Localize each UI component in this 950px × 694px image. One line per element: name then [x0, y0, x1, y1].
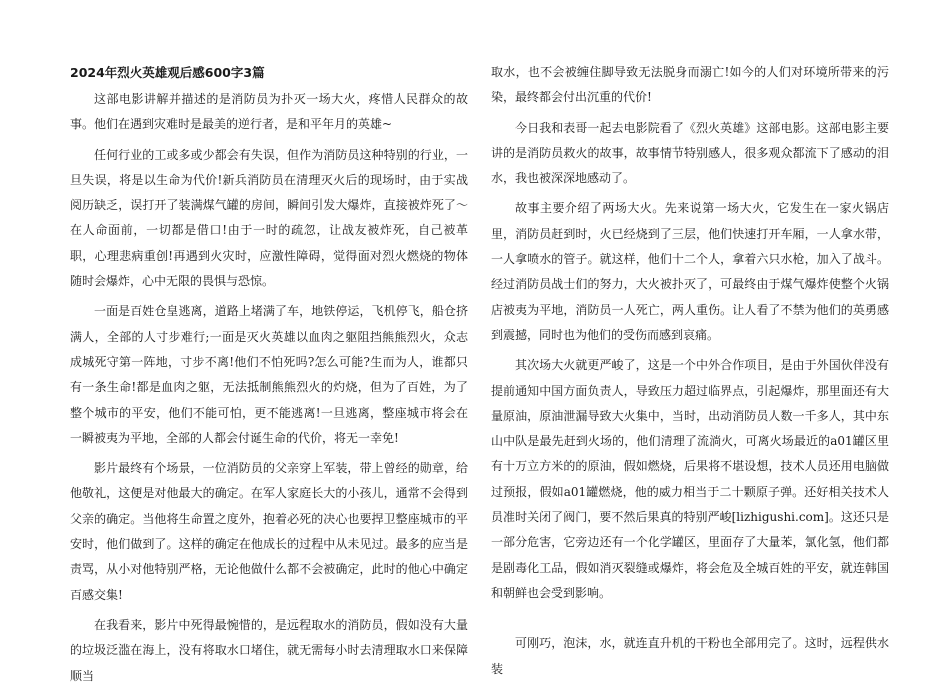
paragraph: 影片最终有个场景，一位消防员的父亲穿上军装，带上曾经的勋章，给他敬礼，这便是对他最大的确定。在军人家庭长大的小孩儿，通常不会得到父亲的确定。当他将生命置之度外，抱着必死的决心也要捍卫整座城市的平安时，他们做到了。这样的确定在他成长的过程中从未见过。最多的应当是责骂，从小对他特别严格，无论他做什么都不会被确定，此时的他心中确定百感交集! — [70, 461, 468, 602]
paragraph: 可刚巧，泡沫，水，就连直升机的干粉也全部用完了。这时，远程供水装 — [491, 636, 889, 676]
paragraph: 这部电影讲解并描述的是消防员为扑灭一场大火，疼惜人民群众的故事。他们在遇到灾难时是最美的逆行者，是和平年月的英雄~ — [70, 92, 468, 132]
paragraph: 任何行业的工或多或少都会有失误，但作为消防员这种特别的行业，一旦失误，将是以生命为代价!新兵消防员在清理灭火后的现场时，由于实战阅历缺乏，误打开了装满煤气罐的房间，瞬间引发大爆炸，直接被炸死了～在人命面前，一切都是借口!由于一时的疏忽，让战友被炸死，自己被革职，心理悲病重创!再遇到火灾时，应激性障碍，觉得面对烈火燃烧的物体随时会爆炸，心中无限的畏惧与恐惊。 — [70, 147, 468, 289]
paragraph: 其次场大火就更严峻了，这是一个中外合作项目，是由于外国伙伴没有提前通知中国方面负责人，导致压力超过临界点，引起爆炸，那里面还有大量原油，原油泄漏导致大火集中，当时，出动消防员人数一千多人，其中东山中队是最先赶到火场的，他们清理了流淌火，可离火场最近的a01罐区里有十万立方米的的原油，假如燃烧，后果将不堪设想，技术人员还用电脑做过预报，假如a01罐燃烧，他的威力相当于二十颗原子弹。还好相关技术人员准时关闭了阀门，要不然后果真的特别严峻[lizhigushi.com]。这还只是一部分危害，它旁边还有一个化学罐区，里面存了大量苯，氯化氢，他们都是剧毒化工品，假如消灭裂缝或爆炸，将会危及全城百姓的平安，就连韩国和朝鲜也会受到影响。 — [491, 358, 889, 600]
right-column — [491, 60, 889, 687]
document-title: 2024年烈火英雄观后感600字3篇 — [70, 65, 265, 80]
paragraph: 今日我和表哥一起去电影院看了《烈火英雄》这部电影。这部电影主要讲的是消防员救火的故事，故事情节特别感人，很多观众都流下了感动的泪水，我也被深深地感动了。 — [491, 120, 889, 186]
paragraph: 在我看来，影片中死得最惋惜的，是远程取水的消防员，假如没有大量的垃圾泛滥在海上，没有将取水口堵住，就无需每小时去清理取水口来保障顺当 — [70, 617, 468, 683]
paragraph-continued: 取水，也不会被缠住脚导致无法脱身而溺亡!如今的人们对环境所带来的污染，最终都会付出沉重的代价! — [491, 65, 889, 105]
paragraph: 一面是百姓仓皇逃离，道路上堵满了车，地铁停运，飞机停飞，船仓挤满人，全部的人寸步难行;一面是灭火英雄以血肉之躯阻挡熊熊烈火，众志成城死守第一阵地，寸步不离!他们不怕死吗?怎么可能?生而为人，谁都只有一条生命!都是血肉之躯，无法抵制熊熊烈火的灼烧，但为了百姓，为了整个城市的平安，他们不能可怕，更不能逃离!一旦逃离，整座城市将会在一瞬被夷为平地，全部的人都会付诞生命的代价，将无一幸免! — [70, 304, 468, 445]
left-column — [70, 60, 468, 694]
paragraph: 故事主要介绍了两场大火。先来说第一场大火，它发生在一家火锅店里，消防员赶到时，火已经烧到了三层，他们快速打开车厢，一人拿水带，一人拿喷水的管子。就这样，他们十二个人，拿着六只水枪，加入了战斗。经过消防员战士们的努力，大火被扑灭了，可最终由于煤气爆炸使整个火锅店被夷为平地，消防员一人死亡，两人重伤。让人看了不禁为他们的英勇感到震撼，同时也为他们的受伤而感到哀痛。 — [491, 201, 889, 342]
